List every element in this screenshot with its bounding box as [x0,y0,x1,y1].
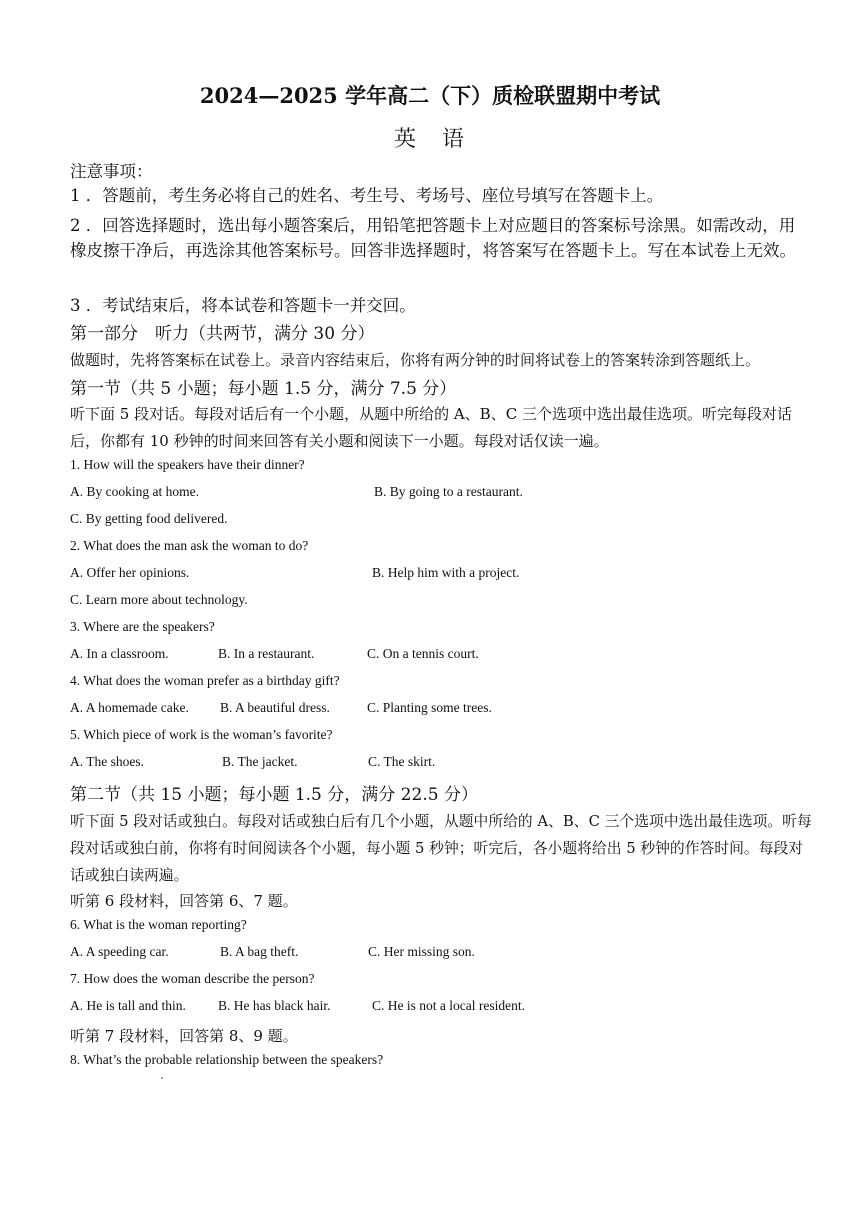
option-5c: C. The skirt. [368,754,436,769]
option-2b: B. Help him with a project. [372,565,520,580]
stray-dot [161,1077,163,1079]
question-8: 8. What’s the probable relationship between the speakers? [70,1052,384,1067]
part1-heading: 第一部分 听力（共两节，满分 30 分） [70,324,375,344]
question-2: 2. What does the man ask the woman to do? [70,538,309,553]
notice-heading: 注意事项： [70,162,153,181]
option-4b: B. A beautiful dress. [220,700,330,715]
option-7c: C. He is not a local resident. [372,998,525,1013]
option-6c: C. Her missing son. [368,944,475,959]
option-6b: B. A bag theft. [220,944,299,959]
part1-instruction: 做题时，先将答案标在试卷上。录音内容结束后，你将有两分钟的时间将试卷上的答案转涂到答题纸上。 [70,351,761,369]
section1-instruction: 听下面 5 段对话。每段对话后有一个小题，从题中所给的 A、B、C 三个选项中选出最佳选项。听完每段对话后，你都有 10 秒钟的时间来回答有关小题和阅读下一小题。每段对话仅读一遍。 [70,405,792,450]
question-1: 1. How will the speakers have their dinner? [70,457,305,472]
section1-heading: 第一节（共 5 小题；每小题 1.5 分，满分 7.5 分） [70,379,457,399]
section2-instruction: 听下面 5 段对话或独白。每段对话或独白后有几个小题，从题中所给的 A、B、C 三个选项中选出最佳选项。听每段对话或独白前，你将有时间阅读各个小题，每小题 5 秒钟；听完后，各小题将给出 5 秒钟的作答时间。每段对话或独白读两遍。 [70,813,812,884]
option-2c: C. Learn more about technology. [70,592,248,607]
option-5a: A. The shoes. [70,754,144,769]
question-7: 7. How does the woman describe the person? [70,971,315,986]
section2-heading: 第二节（共 15 小题；每小题 1.5 分，满分 22.5 分） [70,785,478,805]
question-4: 4. What does the woman prefer as a birthday gift? [70,673,340,688]
option-7b: B. He has black hair. [218,998,331,1013]
notice-item-3: 3 ．考试结束后，将本试卷和答题卡一并交回。 [70,296,416,315]
notice-item-1: 1 ．答题前，考生务必将自己的姓名、考生号、考场号、座位号填写在答题卡上。 [70,186,664,205]
option-2a: A. Offer her opinions. [70,565,190,580]
notice-item-2: 2 ．回答选择题时，选出每小题答案后，用铅笔把答题卡上对应题目的答案标号涂黑。如需改动，用橡皮擦干净后，再选涂其他答案标号。回答非选择题时，将答案写在答题卡上。写在本试卷上无效。 [70,216,796,260]
option-1a: A. By cooking at home. [70,484,199,499]
material-7-note: 听第 7 段材料，回答第 8、9 题。 [70,1027,298,1045]
option-1c: C. By getting food delivered. [70,511,228,526]
option-3a: A. In a classroom. [70,646,169,661]
material-6-note: 听第 6 段材料，回答第 6、7 题。 [70,892,298,910]
option-4c: C. Planting some trees. [367,700,492,715]
option-6a: A. A speeding car. [70,944,169,959]
option-4a: A. A homemade cake. [70,700,189,715]
question-6: 6. What is the woman reporting? [70,917,247,932]
exam-title: 2024—2025 学年高二（下）质检联盟期中考试 [199,83,661,108]
question-5: 5. Which piece of work is the woman’s favorite? [70,727,333,742]
subject-title: 英 语 [393,127,466,152]
option-3c: C. On a tennis court. [367,646,479,661]
option-7a: A. He is tall and thin. [70,998,186,1013]
option-5b: B. The jacket. [222,754,298,769]
option-3b: B. In a restaurant. [218,646,315,661]
question-3: 3. Where are the speakers? [70,619,215,634]
option-1b: B. By going to a restaurant. [374,484,523,499]
